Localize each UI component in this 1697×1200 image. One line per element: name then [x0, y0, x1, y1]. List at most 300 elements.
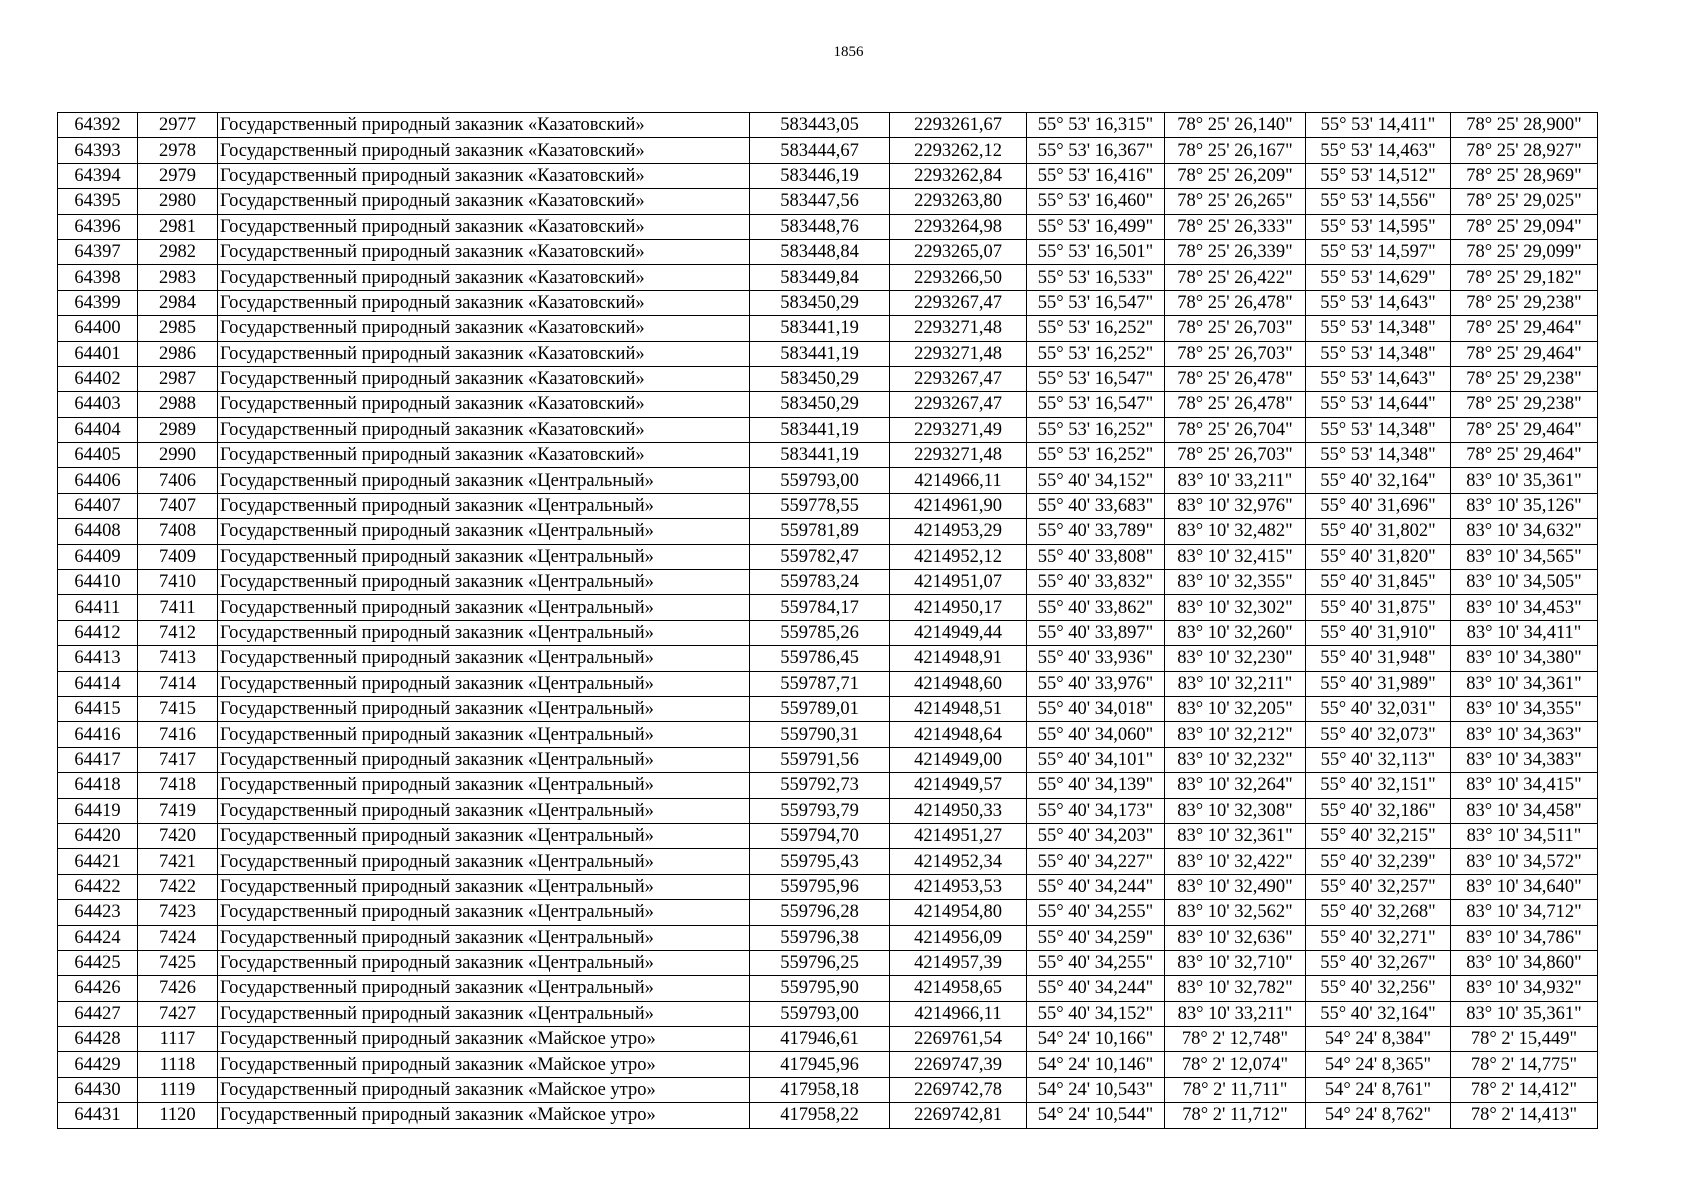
- cell-latitude-1: 55° 53' 16,547": [1027, 290, 1165, 315]
- cell-longitude-2: 83° 10' 34,380": [1451, 646, 1598, 671]
- cell-longitude-1: 83° 10' 32,710": [1165, 950, 1306, 975]
- cell-row-number: 64395: [58, 189, 138, 214]
- table-body: [58, 113, 1598, 1129]
- cell-coord-x: 583448,76: [750, 214, 890, 239]
- cell-latitude-2: 55° 53' 14,512": [1306, 163, 1451, 188]
- cell-point-number: 7407: [138, 493, 218, 518]
- cell-longitude-1: 83° 10' 32,361": [1165, 823, 1306, 848]
- cell-latitude-1: 55° 53' 16,460": [1027, 189, 1165, 214]
- table-row: [58, 189, 1598, 214]
- cell-coord-y: 2293264,98: [890, 214, 1027, 239]
- cell-longitude-2: 83° 10' 34,511": [1451, 823, 1598, 848]
- coordinates-table: [57, 112, 1598, 1129]
- cell-coord-x: 417945,96: [750, 1052, 890, 1077]
- cell-coord-x: 559794,70: [750, 823, 890, 848]
- cell-object-name: Государственный природный заказник «Центральный»: [218, 849, 750, 874]
- cell-coord-y: 2293267,47: [890, 290, 1027, 315]
- cell-object-name: Государственный природный заказник «Казатовский»: [218, 163, 750, 188]
- cell-point-number: 7423: [138, 900, 218, 925]
- cell-longitude-2: 83° 10' 34,415": [1451, 773, 1598, 798]
- cell-latitude-1: 55° 40' 34,259": [1027, 925, 1165, 950]
- cell-latitude-1: 55° 40' 33,789": [1027, 519, 1165, 544]
- cell-coord-y: 4214957,39: [890, 950, 1027, 975]
- cell-point-number: 2983: [138, 265, 218, 290]
- cell-longitude-1: 83° 10' 32,230": [1165, 646, 1306, 671]
- cell-object-name: Государственный природный заказник «Казатовский»: [218, 341, 750, 366]
- table-row: [58, 950, 1598, 975]
- cell-coord-y: 4214951,27: [890, 823, 1027, 848]
- table-row: [58, 1001, 1598, 1026]
- cell-point-number: 7419: [138, 798, 218, 823]
- cell-longitude-2: 83° 10' 34,383": [1451, 747, 1598, 772]
- cell-object-name: Государственный природный заказник «Центральный»: [218, 798, 750, 823]
- table-row: [58, 849, 1598, 874]
- cell-point-number: 7410: [138, 570, 218, 595]
- cell-object-name: Государственный природный заказник «Казатовский»: [218, 113, 750, 138]
- cell-row-number: 64422: [58, 874, 138, 899]
- cell-coord-y: 2293271,48: [890, 341, 1027, 366]
- cell-object-name: Государственный природный заказник «Центральный»: [218, 976, 750, 1001]
- cell-object-name: Государственный природный заказник «Казатовский»: [218, 392, 750, 417]
- cell-point-number: 2987: [138, 366, 218, 391]
- cell-coord-y: 4214948,60: [890, 671, 1027, 696]
- cell-object-name: Государственный природный заказник «Казатовский»: [218, 265, 750, 290]
- cell-latitude-2: 55° 40' 32,113": [1306, 747, 1451, 772]
- table-row: [58, 874, 1598, 899]
- table-row: [58, 646, 1598, 671]
- cell-point-number: 7424: [138, 925, 218, 950]
- cell-longitude-1: 78° 2' 12,748": [1165, 1027, 1306, 1052]
- table-row: [58, 976, 1598, 1001]
- cell-longitude-2: 83° 10' 34,505": [1451, 570, 1598, 595]
- cell-point-number: 7422: [138, 874, 218, 899]
- cell-coord-y: 2293265,07: [890, 239, 1027, 264]
- cell-latitude-1: 55° 53' 16,547": [1027, 366, 1165, 391]
- cell-latitude-1: 55° 40' 34,018": [1027, 696, 1165, 721]
- cell-longitude-2: 78° 2' 14,412": [1451, 1077, 1598, 1102]
- cell-latitude-2: 55° 53' 14,348": [1306, 316, 1451, 341]
- cell-latitude-2: 55° 40' 32,151": [1306, 773, 1451, 798]
- table-row: [58, 138, 1598, 163]
- table-row: [58, 366, 1598, 391]
- cell-longitude-2: 83° 10' 34,860": [1451, 950, 1598, 975]
- cell-row-number: 64406: [58, 468, 138, 493]
- cell-coord-x: 559796,28: [750, 900, 890, 925]
- cell-row-number: 64394: [58, 163, 138, 188]
- table-row: [58, 823, 1598, 848]
- table-row: [58, 493, 1598, 518]
- cell-latitude-1: 55° 40' 33,862": [1027, 595, 1165, 620]
- table-row: [58, 341, 1598, 366]
- table-row: [58, 265, 1598, 290]
- cell-longitude-2: 83° 10' 34,932": [1451, 976, 1598, 1001]
- cell-point-number: 2990: [138, 443, 218, 468]
- cell-coord-y: 4214956,09: [890, 925, 1027, 950]
- cell-coord-y: 4214950,17: [890, 595, 1027, 620]
- cell-longitude-1: 83° 10' 32,415": [1165, 544, 1306, 569]
- cell-longitude-2: 78° 25' 29,182": [1451, 265, 1598, 290]
- cell-point-number: 2988: [138, 392, 218, 417]
- cell-latitude-2: 55° 53' 14,463": [1306, 138, 1451, 163]
- cell-longitude-2: 83° 10' 34,565": [1451, 544, 1598, 569]
- cell-coord-x: 417946,61: [750, 1027, 890, 1052]
- cell-row-number: 64411: [58, 595, 138, 620]
- cell-object-name: Государственный природный заказник «Центральный»: [218, 671, 750, 696]
- cell-row-number: 64415: [58, 696, 138, 721]
- cell-latitude-1: 55° 40' 33,683": [1027, 493, 1165, 518]
- table-row: [58, 113, 1598, 138]
- cell-latitude-1: 55° 40' 34,152": [1027, 468, 1165, 493]
- cell-latitude-1: 55° 40' 34,203": [1027, 823, 1165, 848]
- table-row: [58, 747, 1598, 772]
- cell-object-name: Государственный природный заказник «Центральный»: [218, 950, 750, 975]
- cell-coord-y: 2293263,80: [890, 189, 1027, 214]
- cell-longitude-2: 83° 10' 34,632": [1451, 519, 1598, 544]
- cell-longitude-2: 83° 10' 35,126": [1451, 493, 1598, 518]
- cell-latitude-1: 55° 40' 34,060": [1027, 722, 1165, 747]
- cell-point-number: 2980: [138, 189, 218, 214]
- cell-row-number: 64400: [58, 316, 138, 341]
- cell-coord-x: 559781,89: [750, 519, 890, 544]
- cell-coord-x: 417958,18: [750, 1077, 890, 1102]
- cell-coord-x: 583441,19: [750, 443, 890, 468]
- cell-row-number: 64429: [58, 1052, 138, 1077]
- cell-latitude-2: 55° 40' 32,256": [1306, 976, 1451, 1001]
- cell-latitude-1: 55° 53' 16,501": [1027, 239, 1165, 264]
- cell-longitude-2: 78° 25' 29,094": [1451, 214, 1598, 239]
- cell-coord-y: 4214952,34: [890, 849, 1027, 874]
- cell-point-number: 7411: [138, 595, 218, 620]
- cell-longitude-1: 83° 10' 33,211": [1165, 1001, 1306, 1026]
- cell-latitude-2: 55° 40' 31,696": [1306, 493, 1451, 518]
- cell-coord-x: 559795,90: [750, 976, 890, 1001]
- cell-coord-x: 417958,22: [750, 1103, 890, 1128]
- cell-point-number: 2984: [138, 290, 218, 315]
- cell-coord-x: 559795,43: [750, 849, 890, 874]
- cell-latitude-1: 55° 40' 33,832": [1027, 570, 1165, 595]
- cell-longitude-1: 78° 25' 26,333": [1165, 214, 1306, 239]
- table-row: [58, 443, 1598, 468]
- cell-longitude-1: 83° 10' 32,422": [1165, 849, 1306, 874]
- table-row: [58, 468, 1598, 493]
- cell-coord-y: 4214958,65: [890, 976, 1027, 1001]
- table-row: [58, 239, 1598, 264]
- cell-coord-x: 559796,25: [750, 950, 890, 975]
- cell-longitude-2: 78° 25' 28,900": [1451, 113, 1598, 138]
- cell-row-number: 64420: [58, 823, 138, 848]
- cell-point-number: 7418: [138, 773, 218, 798]
- cell-object-name: Государственный природный заказник «Казатовский»: [218, 290, 750, 315]
- cell-longitude-1: 78° 25' 26,703": [1165, 341, 1306, 366]
- cell-row-number: 64396: [58, 214, 138, 239]
- cell-longitude-1: 83° 10' 32,264": [1165, 773, 1306, 798]
- cell-coord-x: 559792,73: [750, 773, 890, 798]
- cell-object-name: Государственный природный заказник «Казатовский»: [218, 214, 750, 239]
- cell-coord-x: 559782,47: [750, 544, 890, 569]
- cell-coord-y: 4214950,33: [890, 798, 1027, 823]
- cell-point-number: 7412: [138, 620, 218, 645]
- cell-coord-y: 2269761,54: [890, 1027, 1027, 1052]
- cell-object-name: Государственный природный заказник «Центральный»: [218, 544, 750, 569]
- cell-coord-y: 2293266,50: [890, 265, 1027, 290]
- cell-longitude-2: 83° 10' 34,361": [1451, 671, 1598, 696]
- cell-latitude-1: 55° 40' 34,255": [1027, 900, 1165, 925]
- cell-latitude-2: 55° 53' 14,644": [1306, 392, 1451, 417]
- cell-object-name: Государственный природный заказник «Майское утро»: [218, 1077, 750, 1102]
- table-row: [58, 417, 1598, 442]
- cell-row-number: 64404: [58, 417, 138, 442]
- cell-point-number: 7421: [138, 849, 218, 874]
- cell-coord-y: 2293262,84: [890, 163, 1027, 188]
- cell-coord-y: 2269742,81: [890, 1103, 1027, 1128]
- cell-latitude-2: 55° 53' 14,643": [1306, 366, 1451, 391]
- cell-longitude-1: 83° 10' 32,260": [1165, 620, 1306, 645]
- cell-coord-x: 559791,56: [750, 747, 890, 772]
- cell-longitude-2: 78° 25' 29,238": [1451, 366, 1598, 391]
- cell-coord-y: 2293267,47: [890, 392, 1027, 417]
- cell-longitude-2: 78° 25' 28,927": [1451, 138, 1598, 163]
- cell-object-name: Государственный природный заказник «Центральный»: [218, 620, 750, 645]
- cell-object-name: Государственный природный заказник «Центральный»: [218, 900, 750, 925]
- cell-coord-y: 2293261,67: [890, 113, 1027, 138]
- cell-point-number: 2986: [138, 341, 218, 366]
- cell-coord-x: 583446,19: [750, 163, 890, 188]
- cell-latitude-1: 55° 53' 16,533": [1027, 265, 1165, 290]
- table-row: [58, 773, 1598, 798]
- cell-coord-y: 4214949,57: [890, 773, 1027, 798]
- cell-coord-x: 559786,45: [750, 646, 890, 671]
- cell-point-number: 7416: [138, 722, 218, 747]
- cell-latitude-2: 55° 53' 14,348": [1306, 341, 1451, 366]
- cell-point-number: 2978: [138, 138, 218, 163]
- table-row: [58, 798, 1598, 823]
- cell-point-number: 1119: [138, 1077, 218, 1102]
- cell-longitude-2: 83° 10' 34,355": [1451, 696, 1598, 721]
- cell-row-number: 64409: [58, 544, 138, 569]
- cell-object-name: Государственный природный заказник «Майское утро»: [218, 1027, 750, 1052]
- cell-latitude-1: 55° 40' 34,255": [1027, 950, 1165, 975]
- table-row: [58, 1052, 1598, 1077]
- cell-object-name: Государственный природный заказник «Центральный»: [218, 519, 750, 544]
- cell-row-number: 64399: [58, 290, 138, 315]
- cell-coord-x: 559778,55: [750, 493, 890, 518]
- cell-longitude-1: 83° 10' 32,490": [1165, 874, 1306, 899]
- cell-longitude-2: 78° 25' 29,238": [1451, 392, 1598, 417]
- cell-point-number: 7406: [138, 468, 218, 493]
- cell-object-name: Государственный природный заказник «Казатовский»: [218, 366, 750, 391]
- cell-longitude-2: 78° 25' 29,099": [1451, 239, 1598, 264]
- cell-object-name: Государственный природный заказник «Центральный»: [218, 646, 750, 671]
- cell-point-number: 7426: [138, 976, 218, 1001]
- cell-object-name: Государственный природный заказник «Центральный»: [218, 773, 750, 798]
- cell-longitude-1: 78° 25' 26,209": [1165, 163, 1306, 188]
- cell-coord-x: 559790,31: [750, 722, 890, 747]
- cell-latitude-2: 55° 40' 32,164": [1306, 1001, 1451, 1026]
- cell-coord-x: 583441,19: [750, 341, 890, 366]
- cell-coord-x: 583448,84: [750, 239, 890, 264]
- cell-latitude-1: 55° 53' 16,416": [1027, 163, 1165, 188]
- cell-coord-x: 583441,19: [750, 417, 890, 442]
- cell-latitude-1: 55° 53' 16,315": [1027, 113, 1165, 138]
- cell-object-name: Государственный природный заказник «Майское утро»: [218, 1052, 750, 1077]
- cell-latitude-2: 54° 24' 8,384": [1306, 1027, 1451, 1052]
- cell-point-number: 2985: [138, 316, 218, 341]
- cell-longitude-2: 78° 25' 29,025": [1451, 189, 1598, 214]
- cell-row-number: 64418: [58, 773, 138, 798]
- table-row: [58, 544, 1598, 569]
- cell-longitude-2: 83° 10' 34,572": [1451, 849, 1598, 874]
- cell-longitude-2: 78° 25' 29,464": [1451, 341, 1598, 366]
- cell-longitude-2: 83° 10' 34,458": [1451, 798, 1598, 823]
- cell-point-number: 1118: [138, 1052, 218, 1077]
- cell-latitude-1: 55° 40' 34,244": [1027, 874, 1165, 899]
- cell-point-number: 7417: [138, 747, 218, 772]
- cell-point-number: 7409: [138, 544, 218, 569]
- cell-coord-x: 583450,29: [750, 366, 890, 391]
- cell-longitude-1: 78° 25' 26,167": [1165, 138, 1306, 163]
- cell-longitude-2: 83° 10' 35,361": [1451, 1001, 1598, 1026]
- cell-row-number: 64403: [58, 392, 138, 417]
- cell-object-name: Государственный природный заказник «Центральный»: [218, 747, 750, 772]
- table-row: [58, 595, 1598, 620]
- table-row: [58, 671, 1598, 696]
- cell-latitude-2: 55° 40' 32,271": [1306, 925, 1451, 950]
- cell-point-number: 2977: [138, 113, 218, 138]
- cell-point-number: 2982: [138, 239, 218, 264]
- cell-row-number: 64424: [58, 925, 138, 950]
- table-row: [58, 696, 1598, 721]
- cell-object-name: Государственный природный заказник «Казатовский»: [218, 189, 750, 214]
- cell-latitude-2: 55° 40' 32,164": [1306, 468, 1451, 493]
- cell-row-number: 64408: [58, 519, 138, 544]
- cell-latitude-2: 54° 24' 8,761": [1306, 1077, 1451, 1102]
- cell-row-number: 64410: [58, 570, 138, 595]
- cell-row-number: 64417: [58, 747, 138, 772]
- cell-row-number: 64416: [58, 722, 138, 747]
- cell-row-number: 64427: [58, 1001, 138, 1026]
- cell-latitude-1: 55° 40' 33,897": [1027, 620, 1165, 645]
- table-row: [58, 620, 1598, 645]
- cell-coord-x: 559796,38: [750, 925, 890, 950]
- cell-coord-y: 4214966,11: [890, 468, 1027, 493]
- cell-object-name: Государственный природный заказник «Казатовский»: [218, 316, 750, 341]
- table-row: [58, 1103, 1598, 1128]
- cell-latitude-2: 55° 53' 14,629": [1306, 265, 1451, 290]
- cell-coord-y: 4214951,07: [890, 570, 1027, 595]
- cell-longitude-1: 78° 25' 26,478": [1165, 392, 1306, 417]
- cell-row-number: 64397: [58, 239, 138, 264]
- cell-latitude-2: 55° 40' 32,186": [1306, 798, 1451, 823]
- cell-longitude-2: 78° 25' 28,969": [1451, 163, 1598, 188]
- cell-longitude-2: 83° 10' 34,640": [1451, 874, 1598, 899]
- cell-object-name: Государственный природный заказник «Центральный»: [218, 493, 750, 518]
- cell-point-number: 1117: [138, 1027, 218, 1052]
- cell-coord-x: 559787,71: [750, 671, 890, 696]
- table-row: [58, 163, 1598, 188]
- cell-latitude-1: 55° 40' 34,173": [1027, 798, 1165, 823]
- table-row: [58, 316, 1598, 341]
- cell-coord-y: 2293271,48: [890, 316, 1027, 341]
- cell-longitude-1: 78° 25' 26,703": [1165, 316, 1306, 341]
- cell-coord-y: 2293262,12: [890, 138, 1027, 163]
- cell-row-number: 64407: [58, 493, 138, 518]
- cell-object-name: Государственный природный заказник «Казатовский»: [218, 138, 750, 163]
- cell-longitude-1: 83° 10' 32,636": [1165, 925, 1306, 950]
- cell-longitude-1: 83° 10' 32,302": [1165, 595, 1306, 620]
- cell-longitude-1: 83° 10' 32,232": [1165, 747, 1306, 772]
- cell-point-number: 7415: [138, 696, 218, 721]
- cell-point-number: 2989: [138, 417, 218, 442]
- cell-latitude-1: 55° 53' 16,367": [1027, 138, 1165, 163]
- cell-longitude-2: 78° 25' 29,464": [1451, 417, 1598, 442]
- cell-longitude-1: 83° 10' 32,308": [1165, 798, 1306, 823]
- cell-latitude-2: 55° 40' 32,073": [1306, 722, 1451, 747]
- cell-coord-x: 559795,96: [750, 874, 890, 899]
- cell-latitude-2: 55° 53' 14,643": [1306, 290, 1451, 315]
- cell-latitude-1: 54° 24' 10,544": [1027, 1103, 1165, 1128]
- cell-longitude-1: 83° 10' 33,211": [1165, 468, 1306, 493]
- cell-longitude-1: 78° 2' 12,074": [1165, 1052, 1306, 1077]
- cell-point-number: 2981: [138, 214, 218, 239]
- cell-coord-y: 2293271,49: [890, 417, 1027, 442]
- cell-object-name: Государственный природный заказник «Казатовский»: [218, 239, 750, 264]
- cell-longitude-2: 83° 10' 34,363": [1451, 722, 1598, 747]
- cell-row-number: 64430: [58, 1077, 138, 1102]
- cell-row-number: 64393: [58, 138, 138, 163]
- cell-row-number: 64421: [58, 849, 138, 874]
- cell-row-number: 64431: [58, 1103, 138, 1128]
- cell-row-number: 64414: [58, 671, 138, 696]
- cell-longitude-1: 78° 2' 11,711": [1165, 1077, 1306, 1102]
- cell-longitude-2: 78° 2' 14,413": [1451, 1103, 1598, 1128]
- cell-coord-y: 2293267,47: [890, 366, 1027, 391]
- cell-latitude-1: 55° 40' 33,976": [1027, 671, 1165, 696]
- table-row: [58, 214, 1598, 239]
- cell-coord-y: 2269747,39: [890, 1052, 1027, 1077]
- cell-object-name: Государственный природный заказник «Казатовский»: [218, 417, 750, 442]
- cell-row-number: 64413: [58, 646, 138, 671]
- cell-latitude-1: 55° 40' 33,808": [1027, 544, 1165, 569]
- cell-latitude-1: 55° 53' 16,252": [1027, 417, 1165, 442]
- cell-coord-x: 559793,00: [750, 468, 890, 493]
- cell-point-number: 7427: [138, 1001, 218, 1026]
- cell-latitude-1: 55° 40' 33,936": [1027, 646, 1165, 671]
- cell-coord-x: 583444,67: [750, 138, 890, 163]
- cell-longitude-1: 78° 2' 11,712": [1165, 1103, 1306, 1128]
- cell-point-number: 7425: [138, 950, 218, 975]
- cell-latitude-2: 54° 24' 8,762": [1306, 1103, 1451, 1128]
- cell-longitude-1: 78° 25' 26,422": [1165, 265, 1306, 290]
- cell-latitude-2: 55° 40' 31,948": [1306, 646, 1451, 671]
- cell-latitude-1: 54° 24' 10,166": [1027, 1027, 1165, 1052]
- cell-coord-y: 4214948,64: [890, 722, 1027, 747]
- cell-latitude-1: 55° 53' 16,547": [1027, 392, 1165, 417]
- table-row: [58, 392, 1598, 417]
- cell-latitude-1: 55° 40' 34,152": [1027, 1001, 1165, 1026]
- table-row: [58, 1077, 1598, 1102]
- cell-latitude-1: 54° 24' 10,146": [1027, 1052, 1165, 1077]
- cell-latitude-2: 55° 40' 32,239": [1306, 849, 1451, 874]
- cell-latitude-1: 55° 40' 34,101": [1027, 747, 1165, 772]
- page-number: 1856: [833, 44, 864, 60]
- cell-latitude-2: 55° 40' 32,268": [1306, 900, 1451, 925]
- cell-latitude-2: 55° 40' 31,989": [1306, 671, 1451, 696]
- cell-point-number: 7413: [138, 646, 218, 671]
- cell-latitude-1: 55° 40' 34,244": [1027, 976, 1165, 1001]
- cell-row-number: 64402: [58, 366, 138, 391]
- cell-latitude-1: 55° 53' 16,252": [1027, 443, 1165, 468]
- cell-row-number: 64405: [58, 443, 138, 468]
